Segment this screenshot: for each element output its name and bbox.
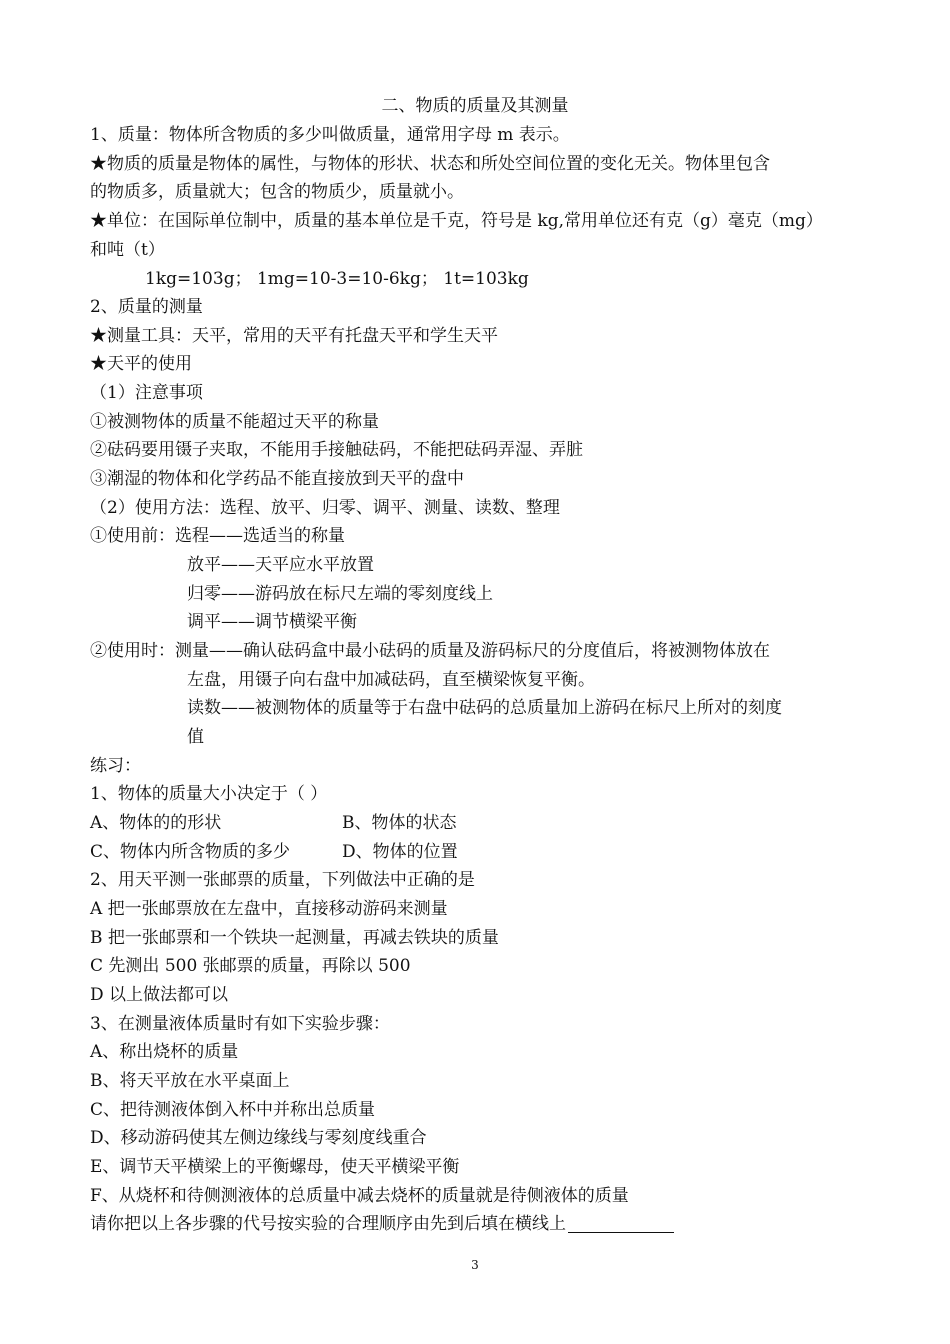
question-2-option-a: A 把一张邮票放在左盘中，直接移动游码来测量 xyxy=(90,899,448,919)
before-use-2: 放平——天平应水平放置 xyxy=(187,555,374,575)
question-2-option-b: B 把一张邮票和一个铁块一起测量，再减去铁块的质量 xyxy=(90,928,499,948)
unit-line2: 和吨（t） xyxy=(90,240,165,260)
question-3-step-e: E、调节天平横梁上的平衡螺母，使天平横梁平衡 xyxy=(90,1157,460,1177)
during-use-2: 左盘，用镊子向右盘中加减砝码，直至横梁恢复平衡。 xyxy=(187,670,595,690)
page-number: 3 xyxy=(471,1258,479,1272)
during-use-3: 读数——被测物体的质量等于右盘中砝码的总质量加上游码在标尺上所对的刻度 xyxy=(187,698,782,718)
precaution-1: ①被测物体的质量不能超过天平的称量 xyxy=(90,412,379,432)
question-1-options-row1 xyxy=(90,809,870,838)
precaution-3: ③潮湿的物体和化学药品不能直接放到天平的盘中 xyxy=(90,469,464,489)
question-1: 1、物体的质量大小决定于（ ） xyxy=(90,784,328,804)
question-1-options-row2 xyxy=(90,838,870,867)
question-1-option-a: A、物体的的形状 xyxy=(90,813,222,833)
measurement-heading: 2、质量的测量 xyxy=(90,297,203,317)
precaution-2: ②砝码要用镊子夹取，不能用手接触砝码，不能把砝码弄湿、弄脏 xyxy=(90,440,583,460)
usage-method: （2）使用方法：选程、放平、归零、调平、测量、读数、整理 xyxy=(90,498,560,518)
question-3-step-c: C、把待测液体倒入杯中并称出总质量 xyxy=(90,1100,376,1120)
precautions-heading: （1）注意事项 xyxy=(90,383,203,403)
question-3-step-f: F、从烧杯和待侧测液体的总质量中减去烧杯的质量就是待侧液体的质量 xyxy=(90,1186,629,1206)
mass-property-line1: ★物质的质量是物体的属性，与物体的形状、状态和所处空间位置的变化无关。物体里包含 xyxy=(90,154,770,174)
measuring-tool: ★测量工具：天平，常用的天平有托盘天平和学生天平 xyxy=(90,326,498,346)
question-3-step-d: D、移动游码使其左侧边缘线与零刻度线重合 xyxy=(90,1128,427,1148)
unit-line1: ★单位：在国际单位制中，质量的基本单位是千克，符号是 kg,常用单位还有克（g）毫克（mg） xyxy=(90,211,823,231)
question-3-step-a: A、称出烧杯的质量 xyxy=(90,1042,239,1062)
question-3-instruction-text: 请你把以上各步骤的代号按实验的合理顺序由先到后填在横线上 xyxy=(90,1214,566,1234)
question-3: 3、在测量液体质量时有如下实验步骤： xyxy=(90,1014,390,1034)
question-3-step-b: B、将天平放在水平桌面上 xyxy=(90,1071,290,1091)
question-1-option-c: C、物体内所含物质的多少 xyxy=(90,842,291,862)
balance-use-heading: ★天平的使用 xyxy=(90,354,192,374)
practice-heading: 练习： xyxy=(90,756,141,776)
question-1-option-d: D、物体的位置 xyxy=(342,842,458,862)
before-use-3: 归零——游码放在标尺左端的零刻度线上 xyxy=(187,584,493,604)
answer-blank xyxy=(568,1214,674,1233)
question-1-option-b: B、物体的状态 xyxy=(342,813,457,833)
unit-conversions: 1kg=103g； 1mg=10-3=10-6kg； 1t=103kg xyxy=(145,269,529,289)
before-use-1: ①使用前：选程——选适当的称量 xyxy=(90,526,345,546)
section-title: 二、物质的质量及其测量 xyxy=(381,96,569,116)
mass-property-line2: 的物质多，质量就大；包含的物质少，质量就小。 xyxy=(90,182,464,202)
during-use-4: 值 xyxy=(187,727,204,747)
question-2: 2、用天平测一张邮票的质量，下列做法中正确的是 xyxy=(90,870,475,890)
question-2-option-c: C 先测出 500 张邮票的质量，再除以 500 xyxy=(90,956,411,976)
during-use-1: ②使用时：测量——确认砝码盒中最小砝码的质量及游码标尺的分度值后，将被测物体放在 xyxy=(90,641,770,661)
before-use-4: 调平——调节横梁平衡 xyxy=(187,612,357,632)
question-2-option-d: D 以上做法都可以 xyxy=(90,985,229,1005)
question-3-instruction xyxy=(90,1210,870,1239)
mass-definition: 1、质量：物体所含物质的多少叫做质量，通常用字母 m 表示。 xyxy=(90,125,570,145)
